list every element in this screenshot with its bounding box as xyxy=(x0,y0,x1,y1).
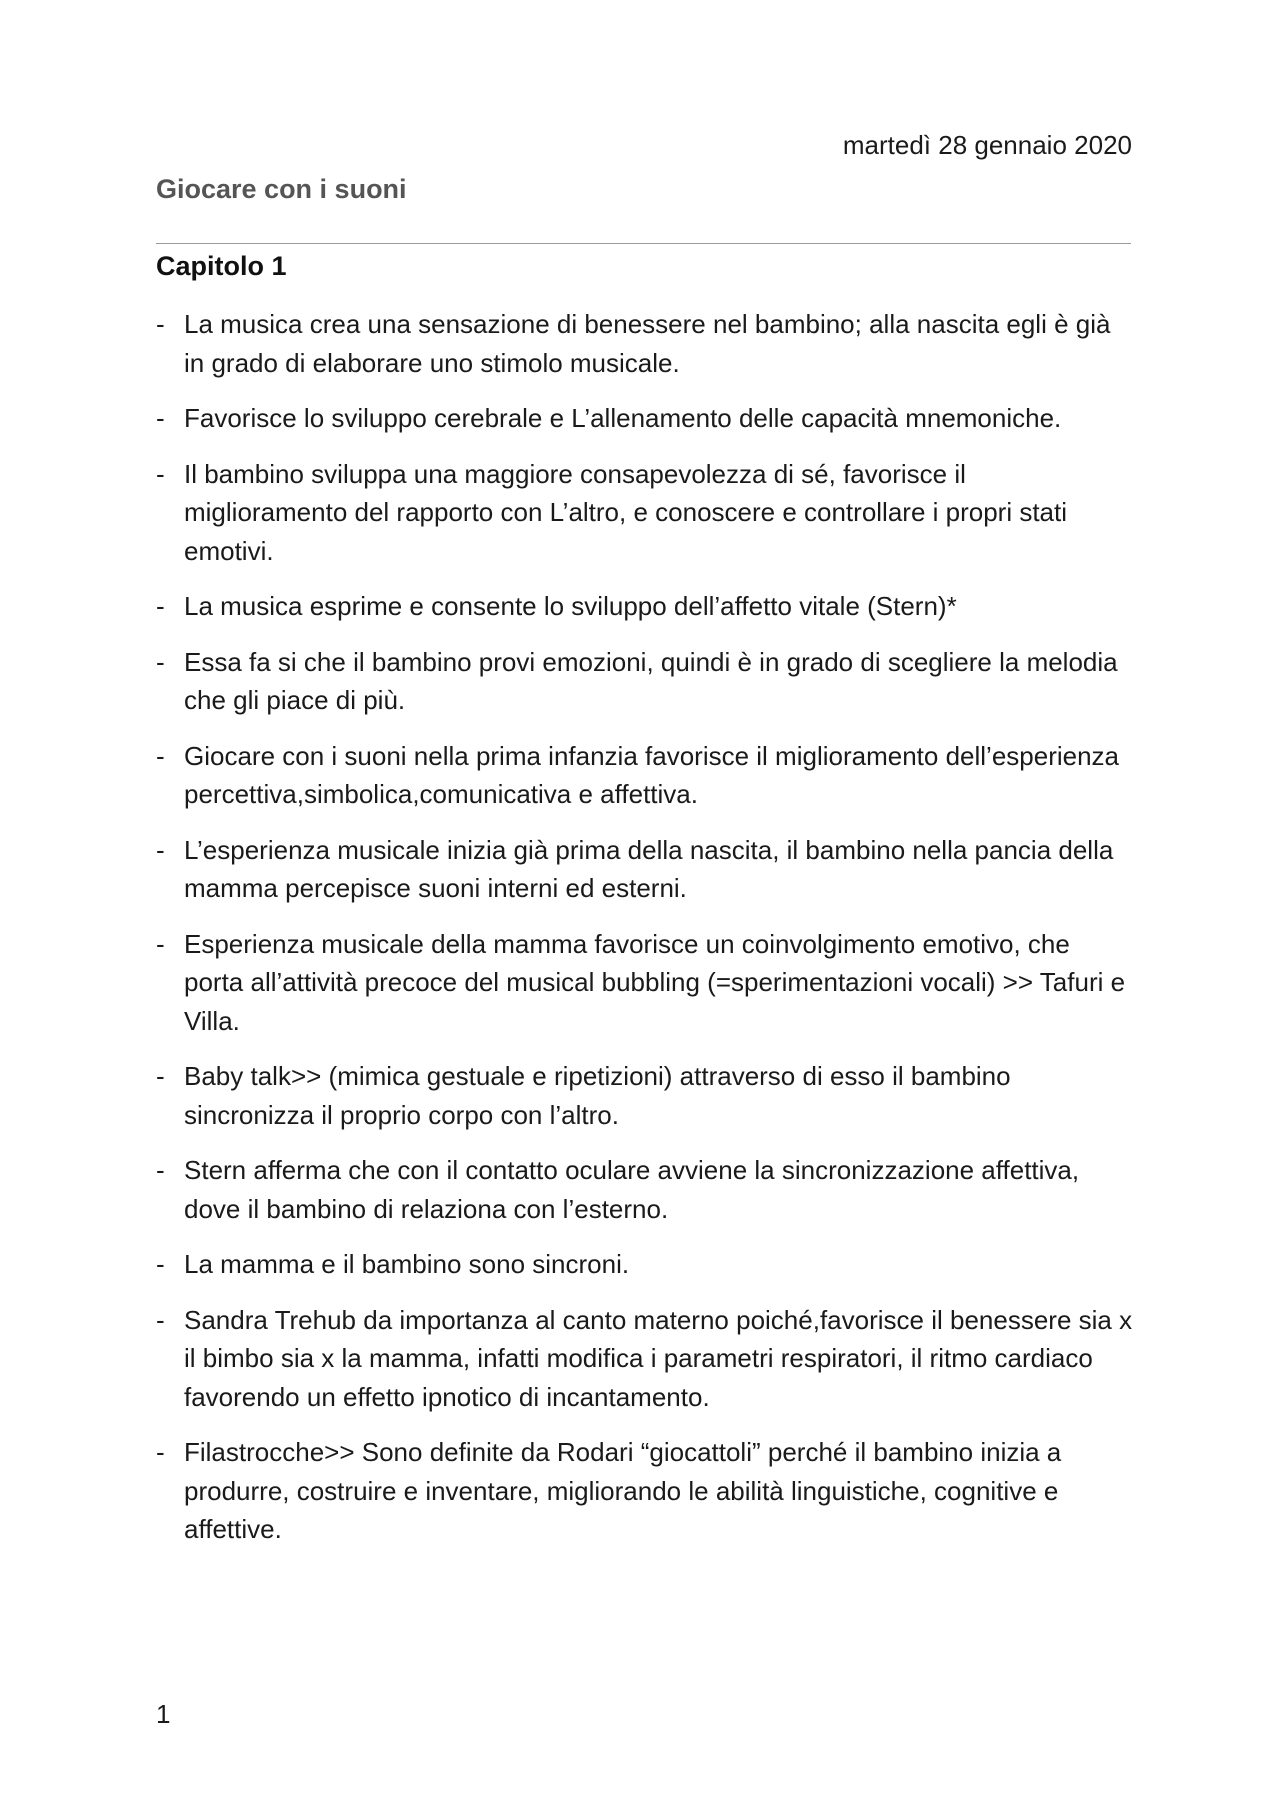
bullet-dash: - xyxy=(156,1437,165,1467)
list-item xyxy=(156,831,1136,908)
bullet-dash: - xyxy=(156,1304,165,1335)
list-item xyxy=(156,1433,1136,1549)
list-item-text: La musica esprime e consente lo sviluppo dell’affetto vitale (Stern)* xyxy=(184,591,957,621)
bullet-dash: - xyxy=(156,740,165,771)
bullet-dash: - xyxy=(156,309,165,339)
bullet-dash: - xyxy=(156,834,165,865)
list-item-text: Giocare con i suoni nella prima infanzia favorisce il miglioramento dell’esperienza percettiva,simbolica,comunicativa e affettiva. xyxy=(184,740,1120,809)
list-item xyxy=(156,643,1136,720)
list-item xyxy=(156,737,1136,814)
bullet-list xyxy=(156,305,1136,1566)
bullet-dash: - xyxy=(156,591,165,621)
list-item-text: Baby talk>> (mimica gestuale e ripetizioni) attraverso di esso il bambino sincronizza il proprio corpo con l’altro. xyxy=(184,1061,1011,1130)
bullet-dash: - xyxy=(156,458,165,489)
page-number: 1 xyxy=(156,1699,171,1729)
list-item-text: L’esperienza musicale inizia già prima della nascita, il bambino nella pancia della mamma percepisce suoni interni ed esterni. xyxy=(184,834,1114,903)
list-item-text: Stern afferma che con il contatto oculare avviene la sincronizzazione affettiva, dove il bambino di relaziona con l’esterno. xyxy=(184,1155,1080,1224)
list-item xyxy=(156,1057,1136,1134)
list-item-text: Essa fa si che il bambino provi emozioni, quindi è in grado di scegliere la melodia che gli piace di più. xyxy=(184,646,1118,715)
list-item-text: Sandra Trehub da importanza al canto materno poiché,favorisce il benessere sia x il bimbo sia x la mamma, infatti modifica i parametri respiratori, il ritmo cardiaco favorendo un effetto ipnotico di incantamento. xyxy=(184,1304,1133,1412)
bullet-dash: - xyxy=(156,403,165,433)
list-item-text: Filastrocche>> Sono definite da Rodari “giocattoli” perché il bambino inizia a produrre, costruire e inventare, migliorando le abilità linguistiche, cognitive e affettive. xyxy=(184,1437,1062,1544)
bullet-dash: - xyxy=(156,928,165,959)
list-item xyxy=(156,587,1136,626)
list-item-text: La musica crea una sensazione di benessere nel bambino; alla nascita egli è già in grado di elaborare uno stimolo musicale. xyxy=(184,309,1111,378)
chapter-heading: Capitolo 1 xyxy=(156,251,287,281)
document-date: martedì 28 gennaio 2020 xyxy=(842,130,1132,160)
list-item xyxy=(156,1151,1136,1228)
list-item xyxy=(156,1301,1136,1417)
list-item-text: La mamma e il bambino sono sincroni. xyxy=(184,1249,630,1279)
document-title: Giocare con i suoni xyxy=(156,174,407,204)
bullet-dash: - xyxy=(156,1249,165,1279)
bullet-dash: - xyxy=(156,646,165,677)
list-item xyxy=(156,455,1136,571)
list-item xyxy=(156,1245,1136,1284)
list-item-text: Il bambino sviluppa una maggiore consapevolezza di sé, favorisce il miglioramento del rapporto con L’altro, e conoscere e controllare i propri stati emotivi. xyxy=(184,458,1068,566)
list-item-text: Favorisce lo sviluppo cerebrale e L’allenamento delle capacità mnemoniche. xyxy=(184,403,1062,433)
list-item xyxy=(156,399,1136,438)
list-item xyxy=(156,305,1136,382)
bullet-dash: - xyxy=(156,1061,165,1091)
list-item-text: Esperienza musicale della mamma favorisce un coinvolgimento emotivo, che porta all’attività precoce del musical bubbling (=sperimentazioni vocali) >> Tafuri e Villa. xyxy=(184,928,1126,1036)
title-divider xyxy=(156,243,1131,244)
bullet-dash: - xyxy=(156,1155,165,1185)
list-item xyxy=(156,925,1136,1041)
